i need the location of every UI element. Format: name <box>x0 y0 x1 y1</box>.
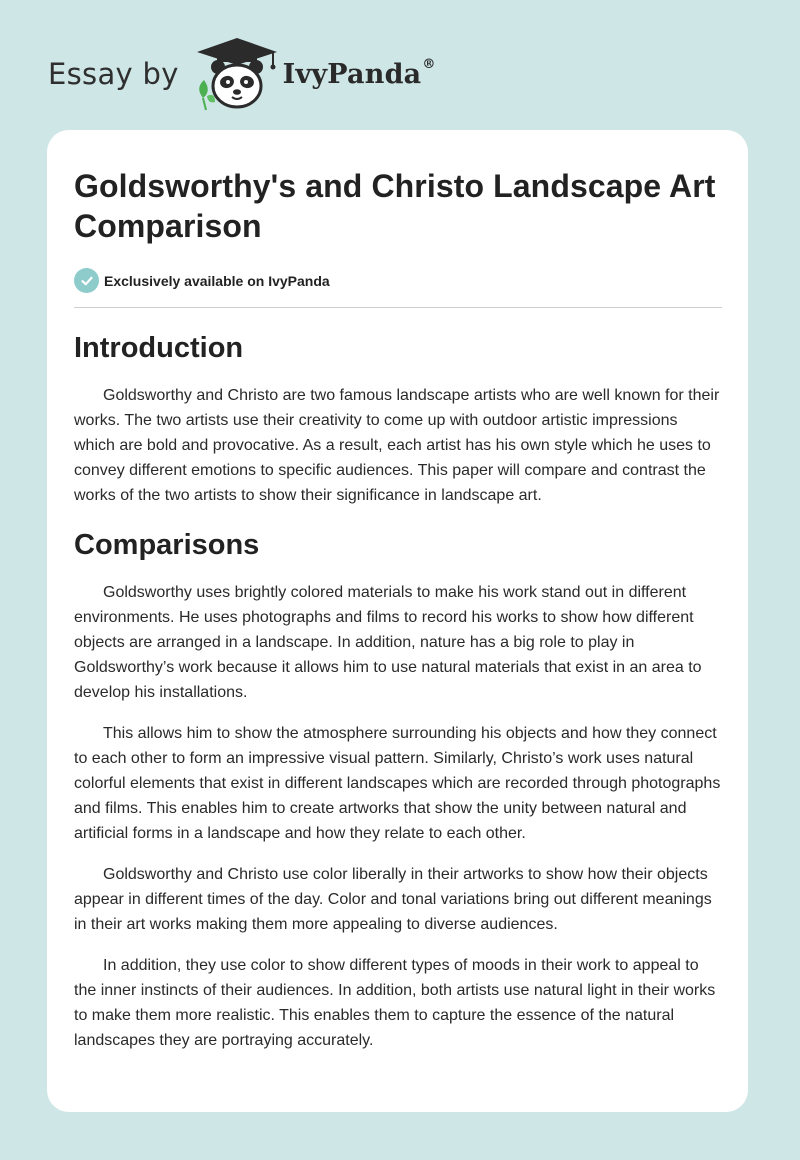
paragraph: This allows him to show the atmosphere surrounding his objects and how they connect to each other to form an impressive visual pattern. Similarly, Christo’s work uses natural colorful elements that exist in different landscapes which are recorded through photographs and films. This enables him to create artworks that show the unity between natural and artificial forms in a landscape and how they relate to each other. <box>74 725 721 842</box>
site-header <box>48 34 436 114</box>
paragraph: Goldsworthy uses brightly colored materials to make his work stand out in different environments. He uses photographs and films to record his works to show how different objects are arranged in a landscape. In addition, nature has a big role to play in Goldsworthy’s work because it allows him to use natural materials that exist in an area to develop his installations. <box>74 584 702 701</box>
essay-card <box>47 130 748 1112</box>
page-title: Goldsworthy's and Christo Landscape Art Comparison <box>74 168 716 244</box>
section-heading-comparisons: Comparisons <box>74 529 260 561</box>
paragraph: In addition, they use color to show different types of moods in their work to appeal to the inner instincts of their audiences. In addition, both artists use natural light in their works to make them more realistic. This enables them to capture the essence of the natural landscapes they are portraying accurately. <box>74 957 716 1049</box>
registered-mark: ® <box>422 56 436 72</box>
exclusive-label: Exclusively available on IvyPanda <box>104 272 330 289</box>
paragraph: Goldsworthy and Christo use color liberally in their artworks to show how their objects appear in different times of the day. Color and tonal variations bring out different meanings in their art works making them more appealing to diverse audiences. <box>74 866 712 933</box>
check-icon <box>74 268 99 293</box>
panda-graduate-icon[interactable] <box>193 36 281 112</box>
section-heading-introduction: Introduction <box>74 332 244 364</box>
brand-name[interactable]: IvyPanda® <box>282 56 436 90</box>
paragraph: Goldsworthy and Christo are two famous landscape artists who are well known for their works. The two artists use their creativity to come up with outdoor artistic impressions which are bold and provocative. As a result, each artist has his own style which he uses to convey different emotions to specific audiences. This paper will compare and contrast the works of the two artists to show their significance in landscape art. <box>74 387 720 504</box>
divider <box>74 307 722 308</box>
essay-by-label: Essay by <box>48 57 179 91</box>
exclusive-badge <box>74 268 722 293</box>
